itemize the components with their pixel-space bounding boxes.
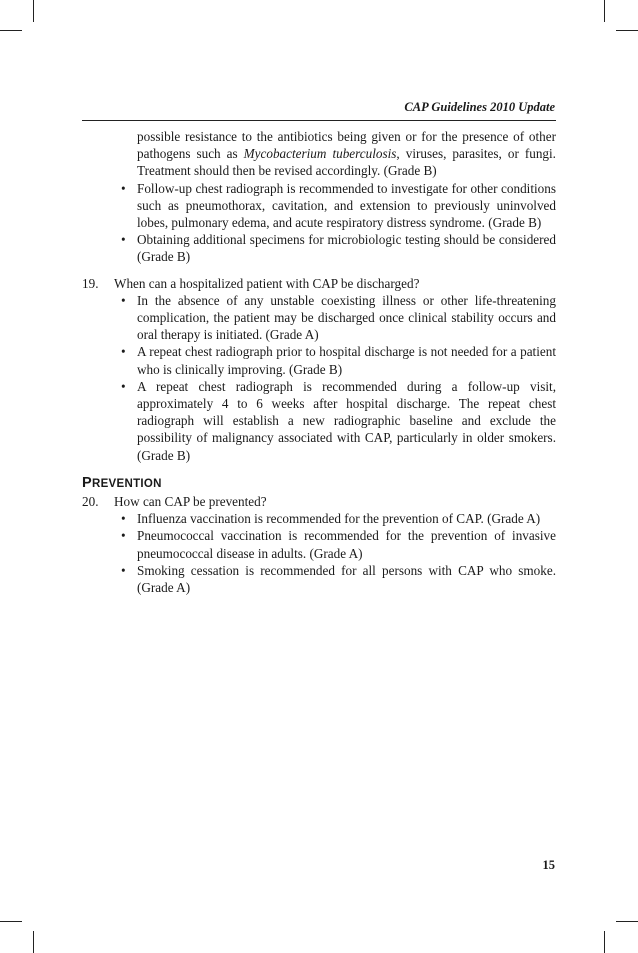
page-number: 15 [542, 858, 555, 872]
list-item [82, 510, 556, 527]
section-heading-rest: REVENTION [91, 477, 162, 490]
organism-name: Mycobacterium tuberculosis [243, 146, 397, 162]
list-item [82, 292, 556, 344]
crop-mark-bottom-right-vertical [604, 931, 605, 953]
question-20 [82, 493, 556, 510]
page-body [82, 128, 556, 596]
list-item-text: A repeat chest radiograph prior to hospital discharge is not needed for a patient who is clinically improving. (Grade B) [137, 344, 556, 377]
question-number: 19. [82, 275, 99, 291]
list-item [82, 231, 556, 265]
list-item-text: Obtaining additional specimens for microbiologic testing should be considered (Grade B) [137, 232, 556, 265]
header-rule [82, 120, 556, 121]
continuation-paragraph [137, 128, 556, 180]
crop-mark-top-right-vertical [604, 0, 605, 22]
list-item [82, 378, 556, 464]
bullet-icon: • [121, 344, 126, 360]
bullet-icon: • [121, 232, 126, 248]
bullet-icon: • [121, 180, 126, 196]
bullet-icon: • [121, 562, 126, 578]
list-item-text: In the absence of any unstable coexisting illness or other life-threatening complication, the patient may be discharged once clinical stability occurs and oral therapy is initiated. (Grade A) [137, 292, 556, 343]
list-item [82, 527, 556, 561]
list-item-text: Follow-up chest radiograph is recommended to investigate for other conditions such as pneumothorax, cavitation, and extension to previously uninvolved lobes, pulmonary edema, and acute respiratory distress syndrome. (Grade B) [137, 180, 556, 231]
bullet-icon: • [121, 292, 126, 308]
bullet-icon: • [121, 378, 126, 394]
list-item-text: Pneumococcal vaccination is recommended for the prevention of invasive pneumococcal disease in adults. (Grade A) [137, 528, 556, 561]
bullet-icon: • [121, 528, 126, 544]
list-item [82, 343, 556, 377]
crop-mark-top-right-horizontal [616, 30, 638, 31]
crop-mark-bottom-left-horizontal [0, 921, 22, 922]
section-heading-prevention [82, 474, 556, 493]
bullet-icon: • [121, 511, 126, 527]
list-item-text: A repeat chest radiograph is recommended during a follow-up visit, approximately 4 to 6 weeks after hospital discharge. The repeat chest radiograph will establish a new radiographic baseline and exclude the possibility of malignancy associated with CAP, particularly in older smokers. (Grade B) [137, 378, 556, 463]
list-item-text: Influenza vaccination is recommended for the prevention of CAP. (Grade A) [137, 511, 541, 527]
list-item [82, 562, 556, 596]
crop-mark-bottom-left-vertical [33, 931, 34, 953]
list-item-text: Smoking cessation is recommended for all persons with CAP who smoke. (Grade A) [137, 562, 556, 596]
continuation-text-start: possible resistance to the antibiotics being given or for the presence of other pathogens such as [137, 129, 556, 162]
list-item [82, 180, 556, 232]
question-number: 20. [82, 494, 99, 510]
crop-mark-bottom-right-horizontal [616, 921, 638, 922]
running-header: CAP Guidelines 2010 Update [404, 100, 555, 114]
question-text: How can CAP be prevented? [114, 494, 267, 510]
crop-mark-top-left-horizontal [0, 30, 22, 31]
section-heading-initial: P [82, 474, 92, 491]
crop-mark-top-left-vertical [33, 0, 34, 22]
question-19 [82, 275, 556, 292]
continuation-text-end: , viruses, parasites, or fungi. Treatment should then be revised accordingly. (Grade B) [137, 146, 556, 179]
question-text: When can a hospitalized patient with CAP be discharged? [114, 275, 420, 291]
